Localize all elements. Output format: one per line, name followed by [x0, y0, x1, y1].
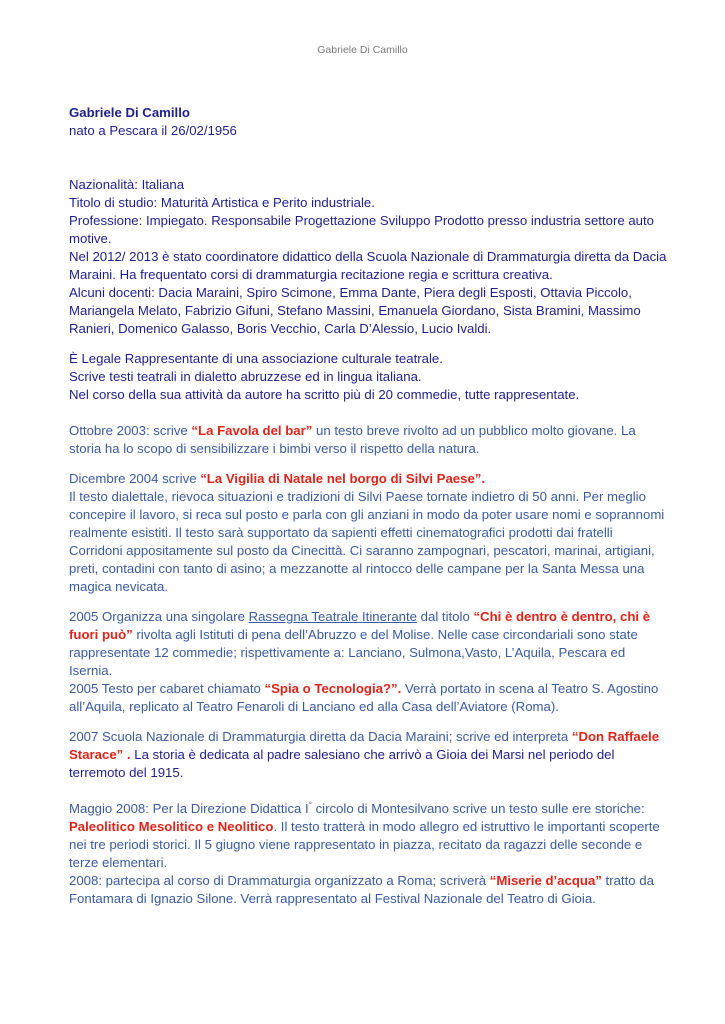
nationality: Nazionalità: Italiana — [69, 177, 185, 192]
birth-line: nato a Pescara il 26/02/1956 — [69, 123, 237, 138]
writes-plays: Scrive testi teatrali in dialetto abruzzese ed in lingua italiana. — [69, 369, 422, 384]
work-2008-miserie: 2008: partecipa al corso di Drammaturgia organizzato a Roma; scriverà “Miserie d’acqua” tratto da Fontamara di Ignazio Silone. Verrà rappresentato al Festival Nazionale del Teatro di Gioia. — [69, 873, 654, 906]
profession: Professione: Impiegato. Responsabile Progettazione Sviluppo Prodotto presso industria settore auto motive. — [69, 213, 654, 246]
work-title: “Miserie d’acqua” — [489, 873, 602, 888]
work-title: “Chi è dentro è dentro, chi è fuori può” — [69, 609, 651, 642]
work-title: “La Favola del bar” — [191, 423, 313, 438]
education: Titolo di studio: Maturità Artistica e Perito industriale. — [69, 195, 375, 210]
work-2004-heading: Dicembre 2004 scrive “La Vigilia di Natale nel borgo di Silvi Paese”. — [69, 471, 486, 486]
running-header: Gabriele Di Camillo — [317, 44, 408, 56]
work-2004-body: Il testo dialettale, rievoca situazioni e tradizioni di Silvi Paese tornate indietro di 50 anni. Per meglio concepire il lavoro, si reca sul posto e parla con gli anziani in modo da poter usare nomi e soprannomi realmente esistiti. Il testo sarà supportato da sapienti effetti cinematografici prodotti dai fratelli Corridoni appositamente sul posto da Cinecittà. Ci saranno zampognari, pescatori, marinai, artigiani, preti, contadini con tanto di asino; a mezzanotte al rintocco delle campane per la Santa Messa una magica nevicata. — [69, 489, 665, 594]
legal-rep: È Legale Rappresentante di una associazione culturale teatrale. — [69, 351, 443, 366]
author-name: Gabriele Di Camillo — [69, 105, 190, 120]
rassegna-link: Rassegna Teatrale Itinerante — [248, 609, 417, 624]
work-title: “La Vigilia di Natale nel borgo di Silvi Paese”. — [200, 471, 486, 486]
work-2003: Ottobre 2003: scrive “La Favola del bar” un testo breve rivolto ad un pubblico molto giovane. La storia ha lo scopo di sensibilizzare i bimbi verso il rispetto della natura. — [69, 423, 636, 456]
author-activity: Nel corso della sua attività da autore ha scritto più di 20 commedie, tutte rappresentate. — [69, 387, 580, 402]
work-2005-rassegna: 2005 Organizza una singolare Rassegna Teatrale Itinerante dal titolo “Chi è dentro è dentro, chi è fuori può” rivolta agli Istituti di pena dell’Abruzzo e del Molise. Nelle case circondariali sono state rappresentate 12 commedie; rispettivamente a: Lanciano, Sulmona,Vasto, L’Aquila, Pescara ed Isernia. — [69, 609, 651, 678]
teachers-list: Alcuni docenti: Dacia Maraini, Spiro Scimone, Emma Dante, Piera degli Esposti, Ottavia Piccolo, Mariangela Melato, Fabrizio Gifuni, Stefano Massini, Emanuela Giordano, Sista Bramini, Massimo Ranieri, Domenico Galasso, Boris Vecchio, Carla D’Alessio, Lucio Ivaldi. — [69, 285, 641, 336]
work-title: “Spia o Tecnologia?”. — [264, 681, 402, 696]
work-title: Paleolitico Mesolitico e Neolitico — [69, 819, 274, 834]
work-2005-cabaret: 2005 Testo per cabaret chiamato “Spia o Tecnologia?”. Verrà portato in scena al Teatro S. Agostino all’Aquila, replicato al Teatro Fenaroli di Lanciano ed alla Casa dell’Aviatore (Roma). — [69, 681, 659, 714]
work-2007: 2007 Scuola Nazionale di Drammaturgia diretta da Dacia Maraini; scrive ed interpreta “Don Raffaele Starace” . La storia è dedicata al padre salesiano che arrivò a Gioia dei Marsi nel periodo del terremoto del 1915. — [69, 729, 660, 780]
work-title: “Don Raffaele Starace” . — [69, 729, 660, 762]
work-2008-maggio: Maggio 2008: Per la Direzione Didattica I° circolo di Montesilvano scrive un testo sulle ere storiche: Paleolitico Mesolitico e Neolitico. Il testo tratterà in modo allegro ed istruttivo le importanti scoperte nei tre periodi storici. Il 5 giugno viene rappresentato in piazza, recitato da ragazzi delle seconde e terze elementari. — [69, 800, 660, 870]
school-role: Nel 2012/ 2013 è stato coordinatore didattico della Scuola Nazionale di Drammaturgia diretta da Dacia Maraini. Ha frequentato corsi di drammaturgia recitazione regia e scrittura creativa. — [69, 249, 667, 282]
document-body — [69, 104, 669, 908]
